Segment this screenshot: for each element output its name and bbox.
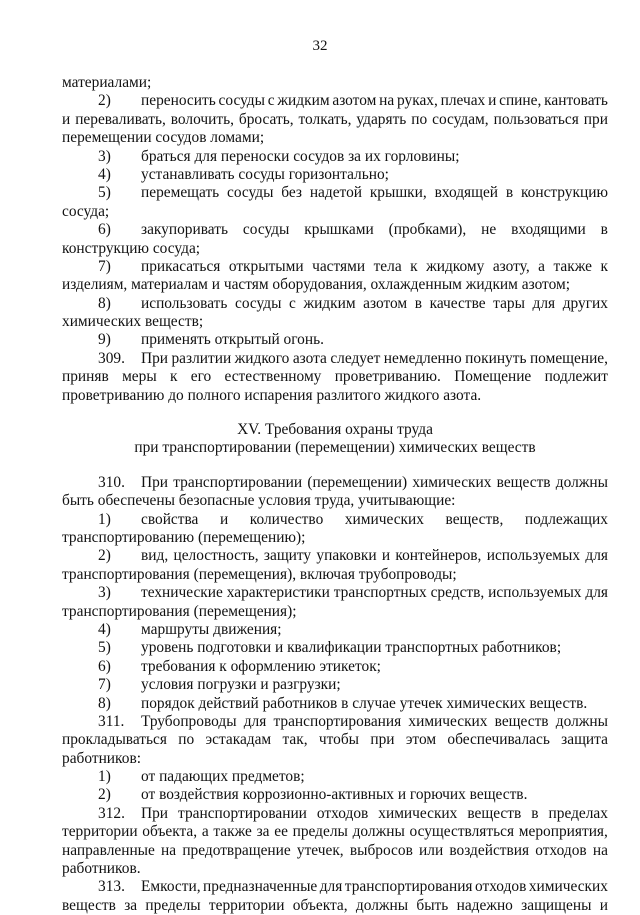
line-text: применять открытый огонь. xyxy=(141,331,324,349)
list-item-line xyxy=(62,676,608,694)
word: следует xyxy=(330,349,381,367)
word: свойства xyxy=(141,510,199,528)
word: химических xyxy=(344,510,424,528)
word: к xyxy=(169,368,178,386)
word: средств, xyxy=(430,584,485,602)
word: перемещать xyxy=(141,184,220,202)
list-item-line xyxy=(62,547,608,565)
line-text xyxy=(141,878,608,896)
word: пользоваться xyxy=(493,110,579,128)
word: частями xyxy=(312,257,366,275)
paragraph-start-line xyxy=(62,878,608,896)
text-line xyxy=(62,387,608,405)
text-line xyxy=(62,240,608,258)
word: к xyxy=(600,257,608,275)
text-line xyxy=(62,74,608,92)
word: и xyxy=(219,510,229,528)
word: руках, xyxy=(397,92,438,110)
document-body xyxy=(62,74,608,915)
word: количество xyxy=(249,510,324,528)
text-line xyxy=(62,203,608,221)
text-line xyxy=(62,750,608,768)
word: не xyxy=(481,221,497,239)
paragraph-start-line xyxy=(62,805,608,823)
word: также xyxy=(213,823,252,841)
word: и xyxy=(381,547,391,565)
word: также xyxy=(553,257,592,275)
word: надетой xyxy=(309,184,362,202)
line-text xyxy=(141,474,608,492)
text-line xyxy=(62,731,608,749)
list-item-line xyxy=(62,786,608,804)
word: в xyxy=(600,221,608,239)
list-item-line xyxy=(62,658,608,676)
word: переносить xyxy=(141,92,216,110)
word: азота xyxy=(292,349,327,367)
word: веществ xyxy=(496,473,551,491)
word: выбросов xyxy=(349,841,413,859)
word: ее xyxy=(274,823,288,841)
word: азотом xyxy=(363,294,408,312)
word: транспортировании xyxy=(173,473,303,491)
word: (перемещении) xyxy=(307,473,408,491)
item-number: 4) xyxy=(98,165,111,183)
word: ударять xyxy=(356,110,407,128)
line-text xyxy=(141,350,608,368)
word: азоту, xyxy=(492,257,530,275)
paragraph-start-line xyxy=(62,474,608,492)
word: при xyxy=(583,110,608,128)
word: за xyxy=(124,896,138,914)
list-item-line xyxy=(62,92,608,110)
word: использовать xyxy=(141,294,228,312)
line-text xyxy=(141,547,608,565)
word: веществ xyxy=(467,804,522,822)
text-line xyxy=(62,529,608,547)
word: подлежит xyxy=(544,368,608,386)
word: входящими xyxy=(511,221,586,239)
word: входящей xyxy=(434,184,499,202)
word: крышки, xyxy=(369,184,427,202)
word: защита xyxy=(561,731,608,749)
word: технические xyxy=(141,584,223,602)
word: тела xyxy=(373,257,402,275)
word: приняв xyxy=(62,368,109,386)
word: утечек, xyxy=(296,841,344,859)
word: транспортирования xyxy=(344,878,473,896)
line-text xyxy=(62,823,608,841)
list-item-line xyxy=(62,639,608,657)
word: подлежащих xyxy=(524,510,608,528)
word: предотвращение xyxy=(182,841,291,859)
item-number: 3) xyxy=(98,584,111,602)
line-text: материалами; xyxy=(62,74,152,91)
line-text xyxy=(141,258,608,276)
word: разлитии xyxy=(171,349,232,367)
line-text: от падающих предметов; xyxy=(141,768,305,786)
word: При xyxy=(141,473,169,491)
word: надежно xyxy=(456,896,513,914)
line-text: работников: xyxy=(62,749,141,767)
list-item-line xyxy=(62,584,608,602)
section-heading: XV. Требования охраны труда xyxy=(237,421,433,439)
text-line xyxy=(62,860,608,878)
word: переваливать, xyxy=(75,110,166,128)
word: должны xyxy=(555,473,608,491)
list-item-line xyxy=(62,295,608,313)
page-number: 32 xyxy=(312,38,328,54)
word: Емкости, xyxy=(141,878,201,896)
line-text xyxy=(141,511,608,529)
word: и xyxy=(599,896,608,914)
word: веществ, xyxy=(445,510,504,528)
item-number: 2) xyxy=(98,547,111,565)
word: при xyxy=(370,731,395,749)
item-number: 9) xyxy=(98,331,111,349)
word: волочить, xyxy=(170,110,234,128)
word: для xyxy=(532,294,556,312)
line-text: перемещении сосудов ломами; xyxy=(62,129,265,147)
list-item-line xyxy=(62,621,608,639)
word: транспортных xyxy=(333,584,427,602)
spacer xyxy=(62,458,608,474)
word: кантовать xyxy=(544,92,608,110)
word: При xyxy=(141,804,169,822)
text-line xyxy=(62,566,608,584)
item-number: 2) xyxy=(98,786,111,804)
list-item-line xyxy=(62,184,608,202)
text-line xyxy=(62,276,608,294)
word: веществ xyxy=(494,712,549,730)
line-text: сосуда; xyxy=(62,202,110,220)
word: химических xyxy=(412,473,492,491)
word: по xyxy=(178,731,195,749)
line-text xyxy=(141,92,608,110)
word: для xyxy=(585,584,608,602)
item-number: 7) xyxy=(98,257,111,275)
word: плечах xyxy=(440,92,486,110)
section-heading: при транспортировании (перемещении) химических веществ xyxy=(134,439,536,457)
list-item-line xyxy=(62,166,608,184)
word: контейнеров, xyxy=(395,547,482,565)
text-line xyxy=(62,492,608,510)
word: так, xyxy=(282,731,308,749)
word: или xyxy=(419,841,444,859)
line-text: от воздействия коррозионно-активных и горючих веществ. xyxy=(141,786,528,804)
list-item-line xyxy=(62,148,608,166)
word: характеристики xyxy=(226,584,330,602)
word: (пробками), xyxy=(388,221,467,239)
word: отходов xyxy=(474,878,527,896)
line-text xyxy=(141,713,608,731)
list-item-line xyxy=(62,695,608,713)
word: целостность, xyxy=(173,547,259,565)
word: за xyxy=(256,823,270,841)
item-number: 5) xyxy=(98,184,111,202)
word: и xyxy=(488,92,497,110)
line-text: маршруты движения; xyxy=(141,620,282,638)
word: закупоривать xyxy=(141,221,228,239)
word: веществ xyxy=(62,896,116,914)
word: на xyxy=(379,92,395,110)
word: Помещение xyxy=(454,368,532,386)
line-text xyxy=(141,295,608,313)
list-item-line xyxy=(62,331,608,349)
word: азотом xyxy=(332,92,377,110)
word: используемых xyxy=(488,584,582,602)
word: открытыми xyxy=(228,257,304,275)
word: по xyxy=(411,110,428,128)
line-text xyxy=(62,897,608,915)
word: конструкцию xyxy=(520,184,608,202)
item-number: 312. xyxy=(98,804,125,822)
word: бросать, xyxy=(238,110,294,128)
word: транспортировании xyxy=(178,804,307,822)
word: проветриванию. xyxy=(334,368,441,386)
line-text xyxy=(141,805,608,823)
item-number: 6) xyxy=(98,221,111,239)
word: помещение, xyxy=(529,349,608,367)
text-line xyxy=(62,603,608,621)
list-item-line xyxy=(62,511,608,529)
line-text: уровень подготовки и квалификации транспортных работников; xyxy=(141,639,562,657)
word: к xyxy=(410,257,418,275)
word: используемых xyxy=(486,547,581,565)
line-text: транспортированию (перемещению); xyxy=(62,528,306,546)
item-number: 3) xyxy=(98,147,111,165)
word: объекта, xyxy=(292,896,348,914)
word: жидкому xyxy=(426,257,485,275)
line-text: быть обеспечены безопасные условия труда, учитывающие: xyxy=(62,492,456,510)
word: а xyxy=(201,823,209,841)
word: При xyxy=(141,349,169,367)
word: эстакадам xyxy=(205,731,272,749)
text-line xyxy=(62,823,608,841)
line-text xyxy=(141,184,608,202)
line-text: транспортирования (перемещения), включая трубопроводы; xyxy=(62,565,457,583)
word: с xyxy=(289,294,296,312)
word: для xyxy=(243,712,267,730)
line-text: химических веществ; xyxy=(62,313,204,331)
word: защиту xyxy=(263,547,312,565)
word: обеспечивалась xyxy=(447,731,550,749)
word: покинуть xyxy=(465,349,527,367)
word: вид, xyxy=(141,547,169,565)
word: в xyxy=(505,184,514,202)
spacer xyxy=(62,405,608,421)
word: на xyxy=(592,841,608,859)
text-line xyxy=(62,129,608,147)
item-number: 8) xyxy=(98,694,111,712)
item-number: 309. xyxy=(98,349,125,367)
item-number: 5) xyxy=(98,639,111,657)
item-number: 1) xyxy=(98,768,111,786)
text-line xyxy=(62,842,608,860)
word: в xyxy=(414,294,423,312)
word: отходов xyxy=(535,841,587,859)
item-number: 4) xyxy=(98,620,111,638)
word: а xyxy=(538,257,545,275)
word: и xyxy=(62,110,71,128)
word: должны xyxy=(355,896,409,914)
word: должны xyxy=(555,712,608,730)
list-item-line xyxy=(62,258,608,276)
word: химических xyxy=(528,878,608,896)
word: быть xyxy=(416,896,449,914)
word: жидким xyxy=(277,92,330,110)
word: его xyxy=(190,368,212,386)
line-text xyxy=(141,221,608,239)
line-text: проветриванию до полного испарения разлитого жидкого азота. xyxy=(62,386,482,404)
word: пределы xyxy=(145,896,201,914)
word: на xyxy=(161,841,177,859)
item-number: 1) xyxy=(98,510,111,528)
word: воздействия xyxy=(449,841,530,859)
word: сосуды xyxy=(227,184,274,202)
word: жидким xyxy=(303,294,356,312)
list-item-line xyxy=(62,768,608,786)
word: толкать, xyxy=(298,110,352,128)
word: отходов xyxy=(316,804,369,822)
line-text: условия погрузки и разгрузки; xyxy=(141,676,341,694)
word: мероприятия, xyxy=(518,823,608,841)
item-number: 311. xyxy=(98,712,125,730)
word: других xyxy=(562,294,608,312)
item-number: 310. xyxy=(98,473,125,491)
word: прокладываться xyxy=(62,731,167,749)
word: для xyxy=(585,547,608,565)
line-text: транспортирования (перемещения); xyxy=(62,602,297,620)
line-text: требования к оформлению этикеток; xyxy=(141,657,381,675)
word: чтобы xyxy=(318,731,360,749)
line-text: конструкцию сосуда; xyxy=(62,239,201,257)
word: защищены xyxy=(521,896,592,914)
word: упаковки xyxy=(316,547,377,565)
list-item-line xyxy=(62,221,608,239)
word: пределах xyxy=(548,804,608,822)
text-line xyxy=(62,368,608,386)
text-line xyxy=(62,897,608,915)
paragraph-start-line xyxy=(62,350,608,368)
text-line xyxy=(62,111,608,129)
word: жидкого xyxy=(234,349,290,367)
word: без xyxy=(281,184,302,202)
word: пределы xyxy=(292,823,348,841)
line-text: порядок действий работников в случае утечек химических веществ. xyxy=(141,694,588,712)
line-text xyxy=(141,584,608,602)
line-text xyxy=(62,842,608,860)
word: для xyxy=(319,878,343,896)
word: сосудам, xyxy=(432,110,489,128)
word: сосуды xyxy=(235,294,282,312)
word: в xyxy=(531,804,539,822)
word: химических xyxy=(378,804,458,822)
paragraph-start-line xyxy=(62,713,608,731)
word: сосуды xyxy=(242,221,290,239)
word: тары xyxy=(493,294,525,312)
word: объекта, xyxy=(142,823,198,841)
word: предназначенные xyxy=(203,878,318,896)
word: меры xyxy=(122,368,157,386)
word: с xyxy=(267,92,275,110)
word: территории xyxy=(62,823,138,841)
item-number: 2) xyxy=(98,92,111,110)
word: направленные xyxy=(62,841,155,859)
text-line xyxy=(62,313,608,331)
word: сосуды xyxy=(218,92,265,110)
line-text: устанавливать сосуды горизонтально; xyxy=(141,165,389,183)
item-number: 313. xyxy=(98,878,125,896)
word: прикасаться xyxy=(141,257,221,275)
word: транспортирования xyxy=(273,712,402,730)
line-text xyxy=(62,368,608,386)
word: немедленно xyxy=(383,349,462,367)
word: Трубопроводы xyxy=(141,712,237,730)
word: естественному xyxy=(224,368,322,386)
line-text: изделиям, материалам и частям оборудования, охлажденным жидким азотом; xyxy=(62,276,571,294)
item-number: 7) xyxy=(98,676,111,694)
word: химических xyxy=(408,712,488,730)
item-number: 8) xyxy=(98,294,111,312)
word: осуществляться xyxy=(409,823,515,841)
word: крышками xyxy=(304,221,374,239)
word: качестве xyxy=(429,294,486,312)
word: спине, xyxy=(499,92,542,110)
word: этом xyxy=(405,731,437,749)
word: территории xyxy=(208,896,285,914)
line-text xyxy=(62,731,608,749)
line-text xyxy=(62,111,608,129)
word: должны xyxy=(352,823,405,841)
item-number: 6) xyxy=(98,657,111,675)
line-text: браться для переноски сосудов за их горловины; xyxy=(141,147,460,165)
line-text: работников. xyxy=(62,860,141,878)
